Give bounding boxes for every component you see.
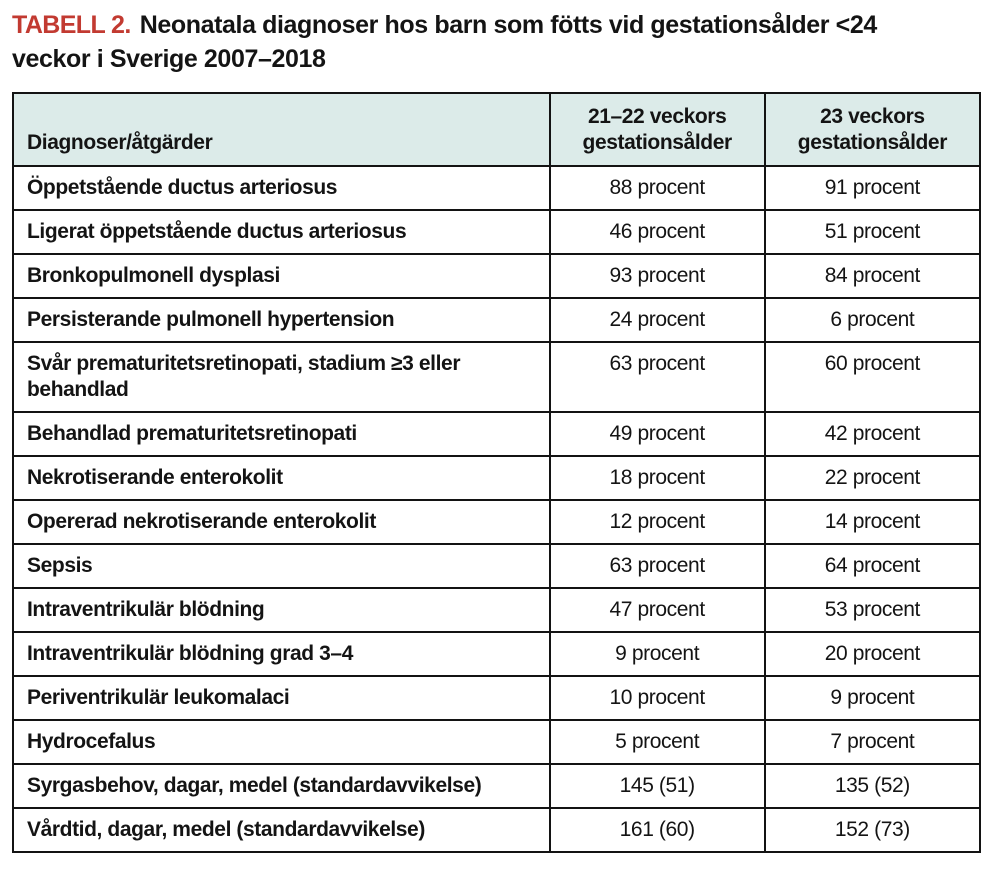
value-23-weeks: 64 procent [765, 544, 980, 588]
table-row [13, 166, 980, 210]
value-23-weeks: 152 (73) [765, 808, 980, 852]
table-caption-label: TABELL 2. [12, 11, 131, 39]
table-row [13, 676, 980, 720]
value-23-weeks: 53 procent [765, 588, 980, 632]
table-caption [12, 8, 937, 76]
value-23-weeks: 42 procent [765, 412, 980, 456]
value-23-weeks: 22 procent [765, 456, 980, 500]
diagnosis-label: Bronkopulmonell dysplasi [13, 254, 550, 298]
table-body [13, 166, 980, 852]
table-row [13, 588, 980, 632]
table-row [13, 720, 980, 764]
value-21-22-weeks: 24 procent [550, 298, 765, 342]
diagnosis-label: Intraventrikulär blödning grad 3–4 [13, 632, 550, 676]
value-21-22-weeks: 9 procent [550, 632, 765, 676]
value-23-weeks: 51 procent [765, 210, 980, 254]
table-row [13, 456, 980, 500]
value-21-22-weeks: 47 procent [550, 588, 765, 632]
table-header-row [13, 93, 980, 166]
table-caption-text: Neonatala diagnoser hos barn som fötts vid gestationsålder <24 veckor i Sverige 2007–2018 [12, 11, 877, 73]
value-21-22-weeks: 46 procent [550, 210, 765, 254]
value-21-22-weeks: 63 procent [550, 544, 765, 588]
value-21-22-weeks: 5 procent [550, 720, 765, 764]
diagnosis-label: Svår prematuritetsretinopati, stadium ≥3 eller behandlad [13, 342, 550, 412]
value-23-weeks: 9 procent [765, 676, 980, 720]
diagnosis-label: Hydrocefalus [13, 720, 550, 764]
diagnosis-label: Opererad nekrotiserande enterokolit [13, 500, 550, 544]
value-23-weeks: 6 procent [765, 298, 980, 342]
value-23-weeks: 135 (52) [765, 764, 980, 808]
value-23-weeks: 7 procent [765, 720, 980, 764]
diagnosis-label: Behandlad prematuritetsretinopati [13, 412, 550, 456]
table-row [13, 254, 980, 298]
table-row [13, 298, 980, 342]
value-21-22-weeks: 49 procent [550, 412, 765, 456]
column-header-21-22-weeks: 21–22 veckors gestationsålder [550, 93, 765, 166]
value-21-22-weeks: 88 procent [550, 166, 765, 210]
column-header-diagnoses: Diagnoser/åtgärder [13, 93, 550, 166]
diagnosis-label: Persisterande pulmonell hypertension [13, 298, 550, 342]
value-21-22-weeks: 10 procent [550, 676, 765, 720]
column-header-23-weeks: 23 veckors gestationsålder [765, 93, 980, 166]
table-row [13, 764, 980, 808]
value-23-weeks: 84 procent [765, 254, 980, 298]
value-21-22-weeks: 145 (51) [550, 764, 765, 808]
diagnosis-label: Vårdtid, dagar, medel (standardavvikelse) [13, 808, 550, 852]
value-23-weeks: 60 procent [765, 342, 980, 412]
diagnosis-label: Syrgasbehov, dagar, medel (standardavvikelse) [13, 764, 550, 808]
table-head [13, 93, 980, 166]
diagnosis-label: Intraventrikulär blödning [13, 588, 550, 632]
table-row [13, 632, 980, 676]
diagnosis-label: Nekrotiserande enterokolit [13, 456, 550, 500]
value-21-22-weeks: 18 procent [550, 456, 765, 500]
table-row [13, 342, 980, 412]
value-23-weeks: 91 procent [765, 166, 980, 210]
table-row [13, 808, 980, 852]
value-23-weeks: 14 procent [765, 500, 980, 544]
value-21-22-weeks: 12 procent [550, 500, 765, 544]
value-21-22-weeks: 93 procent [550, 254, 765, 298]
diagnosis-label: Sepsis [13, 544, 550, 588]
table-row [13, 210, 980, 254]
diagnosis-label: Öppetstående ductus arteriosus [13, 166, 550, 210]
table-row [13, 412, 980, 456]
diagnosis-label: Ligerat öppetstående ductus arteriosus [13, 210, 550, 254]
table-row [13, 544, 980, 588]
value-21-22-weeks: 161 (60) [550, 808, 765, 852]
diagnosis-label: Periventrikulär leukomalaci [13, 676, 550, 720]
neonatal-diagnoses-table [12, 92, 981, 853]
table-row [13, 500, 980, 544]
value-23-weeks: 20 procent [765, 632, 980, 676]
value-21-22-weeks: 63 procent [550, 342, 765, 412]
